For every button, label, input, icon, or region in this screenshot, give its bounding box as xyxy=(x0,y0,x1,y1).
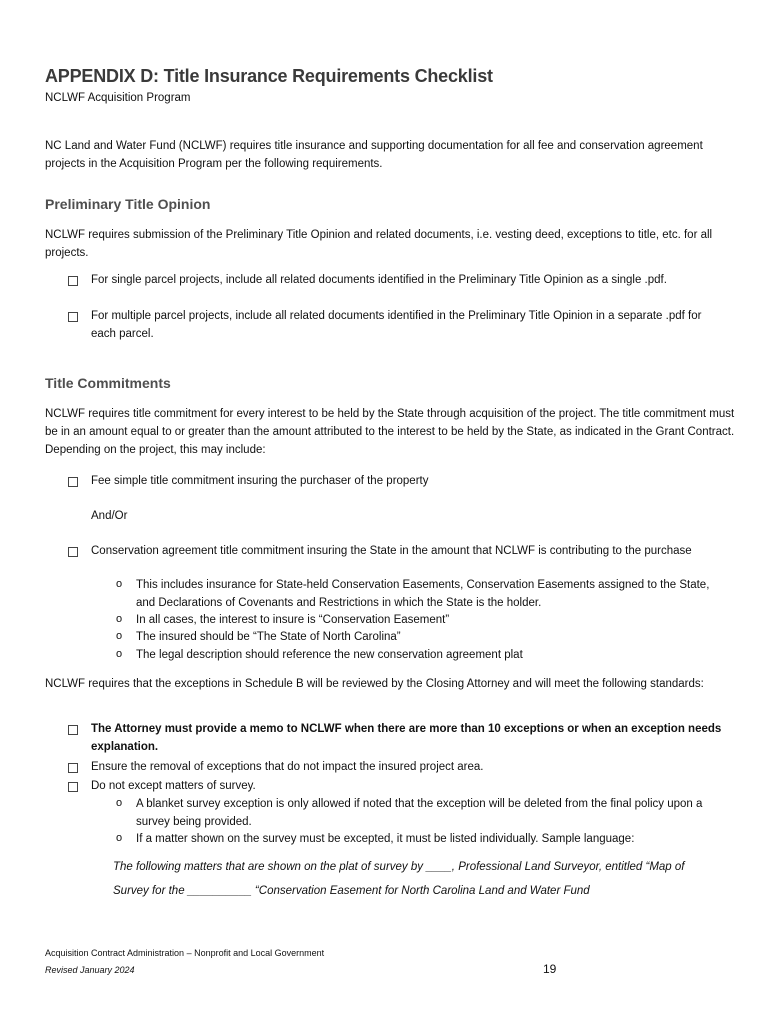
section-heading-title-commitments: Title Commitments xyxy=(45,375,171,391)
checklist-item: Fee simple title commitment insuring the purchaser of the property xyxy=(91,475,429,487)
checkbox xyxy=(68,763,78,773)
sub-list-item: A blanket survey exception is only allowed if noted that the exception will be deleted from the final policy upon a survey being provided. xyxy=(136,798,703,828)
sub-list-item: The legal description should reference the new conservation agreement plat xyxy=(136,649,523,661)
checklist-item: Ensure the removal of exceptions that do not impact the insured project area. xyxy=(91,761,484,773)
section2-paragraph: NCLWF requires title commitment for every interest to be held by the State through acquisition of the project. The title commitment must be in an amount equal to or greater than the amount attributed to the interest to be held by the State, as indicated in the Grant Contract. Depending on the project, this may include: xyxy=(45,408,735,456)
checkbox xyxy=(68,312,78,322)
checklist-item: For multiple parcel projects, include all related documents identified in the Preliminary Title Opinion in a separate .pdf for each parcel. xyxy=(91,310,702,340)
footer-revised-date: Revised January 2024 xyxy=(45,965,135,975)
checklist-item: Do not except matters of survey. xyxy=(91,780,256,792)
section-heading-preliminary-title-opinion: Preliminary Title Opinion xyxy=(45,196,211,212)
exceptions-paragraph: NCLWF requires that the exceptions in Schedule B will be reviewed by the Closing Attorney and will meet the following standards: xyxy=(45,678,704,690)
checkbox xyxy=(68,725,78,735)
bullet-marker: o xyxy=(116,578,123,590)
page-number: 19 xyxy=(543,962,557,976)
checklist-item: The Attorney must provide a memo to NCLWF when there are more than 10 exceptions or when an exception needs explanation. xyxy=(91,723,722,753)
footer-text: Acquisition Contract Administration – Nonprofit and Local Government xyxy=(45,948,325,958)
bullet-marker: o xyxy=(116,797,123,809)
intro-paragraph: NC Land and Water Fund (NCLWF) requires title insurance and supporting documentation for all fee and conservation agreement projects in the Acquisition Program per the following requirements. xyxy=(45,140,703,170)
bullet-marker: o xyxy=(116,630,123,642)
sub-list-item: If a matter shown on the survey must be excepted, it must be listed individually. Sample language: xyxy=(136,833,635,845)
sub-list-item: In all cases, the interest to insure is “Conservation Easement” xyxy=(136,614,450,626)
sub-list-item: The insured should be “The State of North Carolina” xyxy=(136,631,401,643)
sample-language-text: The following matters that are shown on the plat of survey by ____, Professional Land Surveyor, entitled “Map of Survey for the __________ “Conservation Easement for North Carolina Land and Water Fund xyxy=(113,861,685,897)
checklist-item: For single parcel projects, include all related documents identified in the Preliminary Title Opinion as a single .pdf. xyxy=(91,274,667,286)
page-title: APPENDIX D: Title Insurance Requirements Checklist xyxy=(45,66,493,86)
bullet-marker: o xyxy=(116,648,123,660)
section1-paragraph: NCLWF requires submission of the Preliminary Title Opinion and related documents, i.e. vesting deed, exceptions to title, etc. for all projects. xyxy=(45,229,713,259)
checkbox xyxy=(68,547,78,557)
and-or-text: And/Or xyxy=(91,510,128,522)
checkbox xyxy=(68,276,78,286)
sub-list-item: This includes insurance for State-held Conservation Easements, Conservation Easements assigned to the State, and Declarations of Covenants and Restrictions in which the State is the holder. xyxy=(136,579,710,609)
checkbox xyxy=(68,477,78,487)
checklist-item: Conservation agreement title commitment insuring the State in the amount that NCLWF is contributing to the purchase xyxy=(91,545,692,557)
bullet-marker: o xyxy=(116,613,123,625)
page-subtitle: NCLWF Acquisition Program xyxy=(45,92,191,104)
bullet-marker: o xyxy=(116,832,123,844)
checkbox xyxy=(68,782,78,792)
